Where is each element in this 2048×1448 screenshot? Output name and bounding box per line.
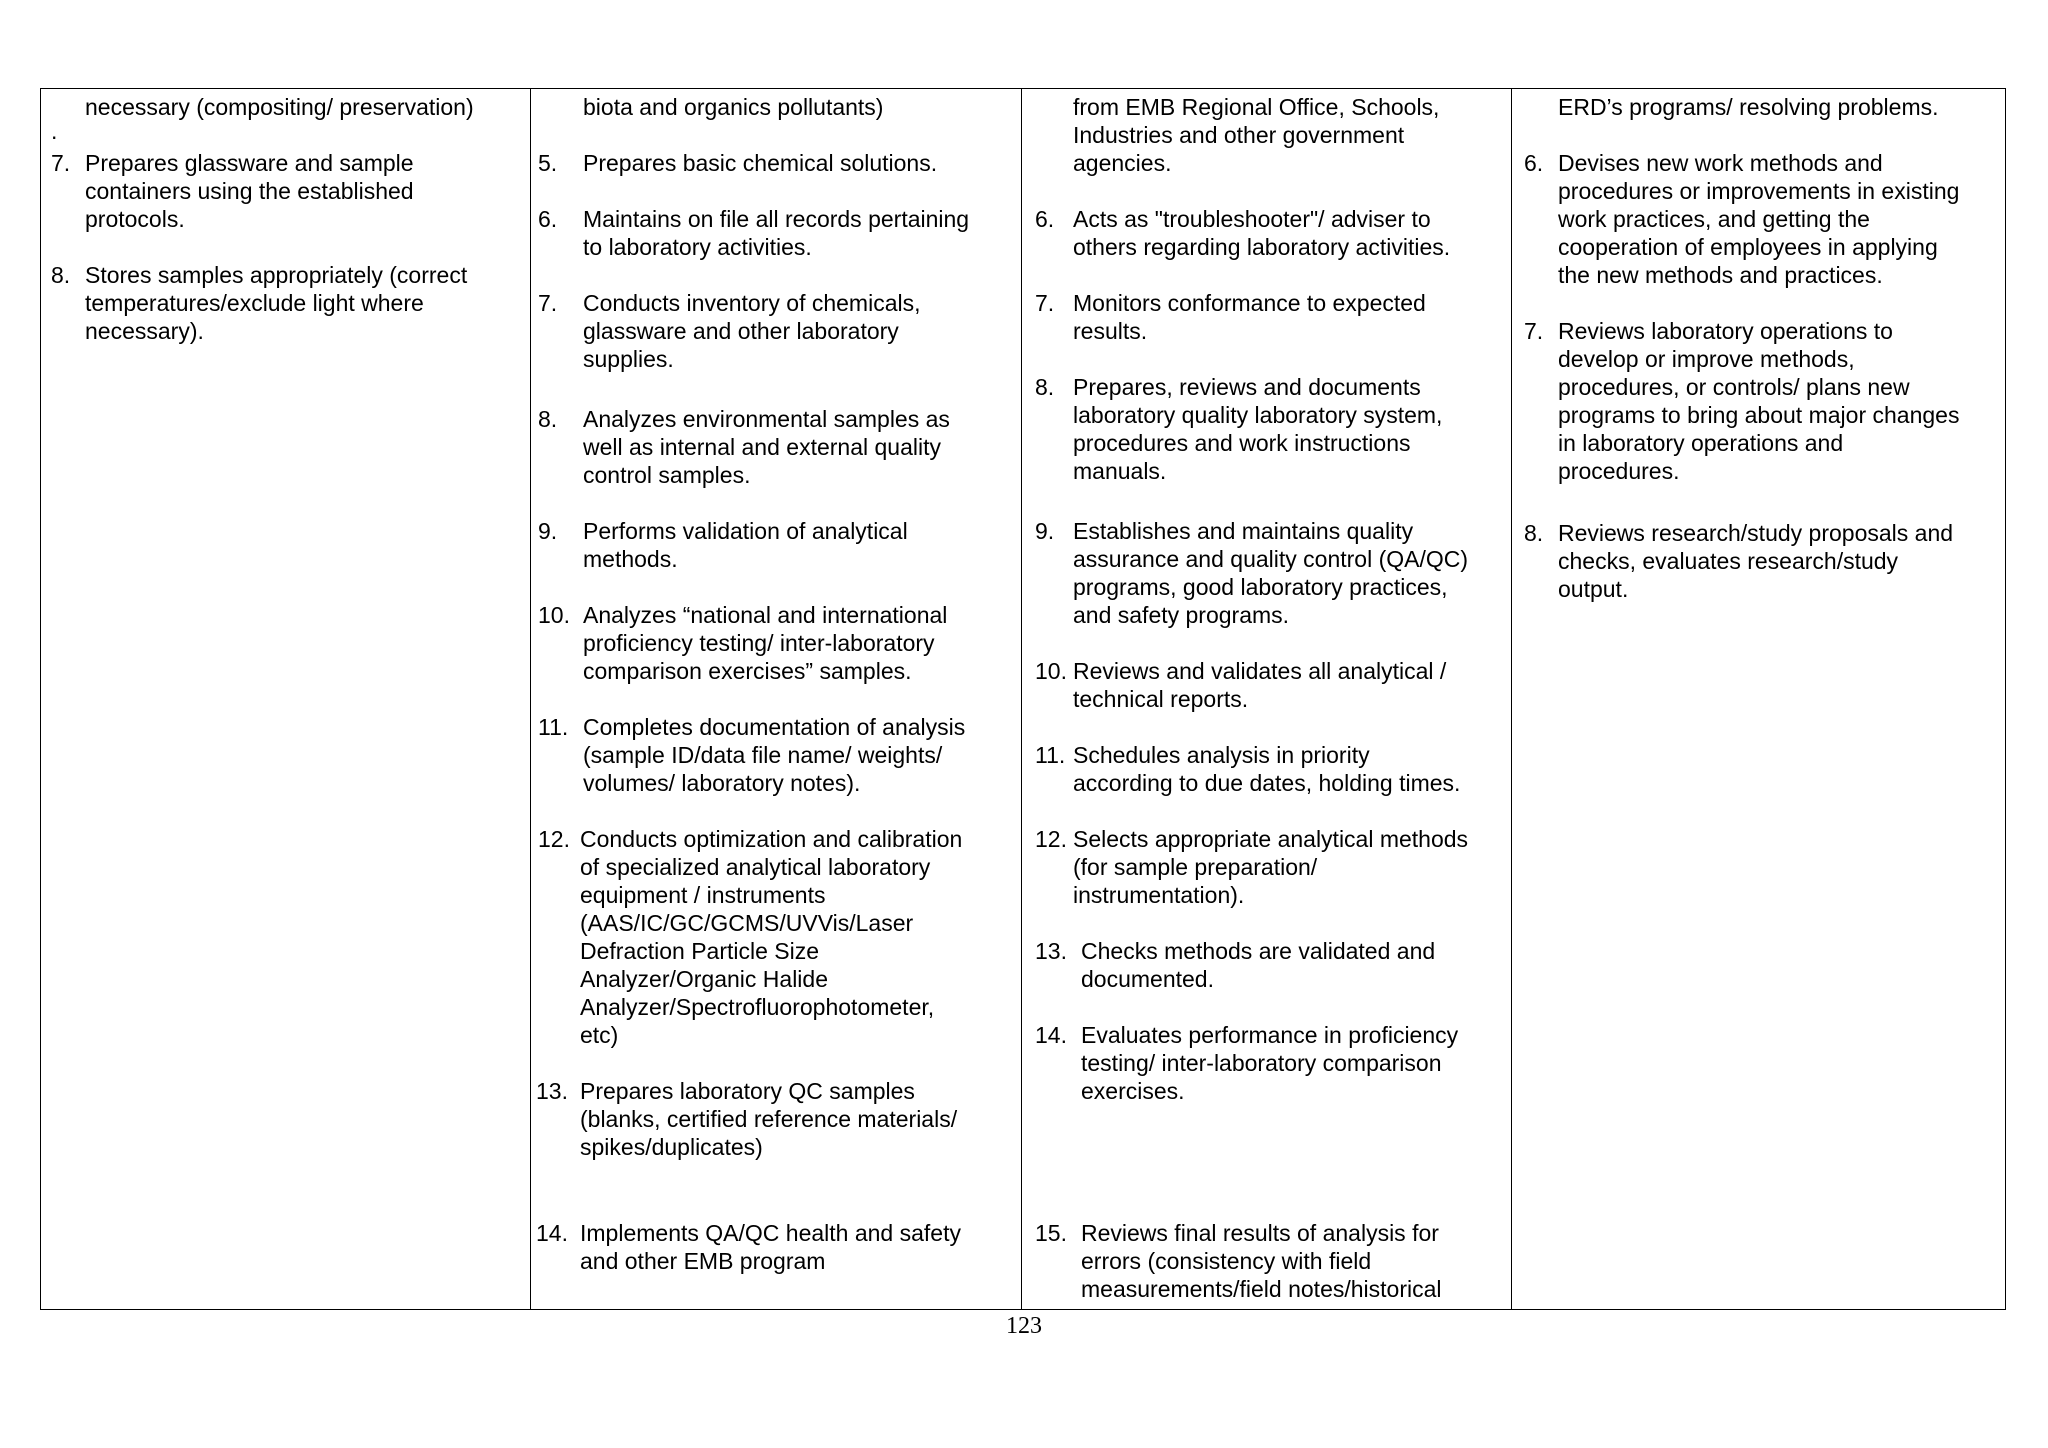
list-item	[1035, 517, 1507, 629]
list-item-text: Performs validation of analytical methods.	[583, 518, 908, 572]
column-1-dot: .	[51, 118, 58, 144]
list-item-number: 6.	[538, 206, 558, 232]
list-item-text: Maintains on file all records pertaining to laboratory activities.	[583, 206, 970, 260]
list-item-text: Reviews research/study proposals and checks, evaluates research/study output.	[1558, 520, 1954, 602]
table-column-3	[1022, 89, 1512, 1309]
list-item	[51, 149, 521, 233]
list-item	[536, 1219, 1018, 1275]
table-column-4	[1512, 89, 2005, 1309]
list-item-text: Completes documentation of analysis (sample ID/data file name/ weights/ volumes/ laboratory notes).	[583, 714, 966, 796]
list-item-text: Reviews and validates all analytical / technical reports.	[1073, 658, 1447, 712]
list-item-number: 15.	[1035, 1220, 1067, 1246]
list-item-number: 11.	[538, 714, 569, 740]
list-item-number: 12.	[1035, 826, 1067, 852]
list-item-number: 6.	[1035, 206, 1055, 232]
list-item-number: 8.	[1035, 374, 1055, 400]
column-2-lead-text: biota and organics pollutants)	[583, 94, 884, 120]
list-item	[1035, 657, 1507, 713]
list-item-text: Implements QA/QC health and safety and other EMB program	[580, 1220, 961, 1274]
table-column-2	[531, 89, 1022, 1309]
list-item-number: 8.	[1524, 520, 1544, 546]
list-item-number: 13.	[536, 1078, 568, 1104]
list-item-number: 14.	[536, 1220, 568, 1246]
list-item-text: Checks methods are validated and documented.	[1081, 938, 1436, 992]
list-item	[1524, 519, 2002, 603]
duties-table	[40, 88, 2006, 1310]
list-item	[538, 713, 1018, 797]
list-item	[1035, 937, 1507, 993]
list-item-text: Conducts inventory of chemicals, glassware and other laboratory supplies.	[583, 290, 921, 372]
list-item-text: Prepares glassware and sample containers using the established protocols.	[85, 150, 414, 232]
table-column-1	[41, 89, 531, 1309]
column-4-lead-text: ERD’s programs/ resolving problems.	[1558, 94, 1939, 120]
list-item-text: Reviews laboratory operations to develop or improve methods, procedures, or controls/ plans new programs to bring about major changes in laboratory operations and procedures.	[1558, 318, 1960, 484]
list-item-text: Prepares laboratory QC samples (blanks, certified reference materials/ spikes/duplicates)	[580, 1078, 958, 1160]
list-item-text: Prepares basic chemical solutions.	[583, 150, 938, 176]
list-item	[1035, 1021, 1507, 1105]
list-item-text: Establishes and maintains quality assurance and quality control (QA/QC) programs, good laboratory practices, and safety programs.	[1073, 518, 1469, 628]
list-item	[1035, 741, 1507, 797]
list-item-number: 9.	[1035, 518, 1055, 544]
list-item-number: 8.	[538, 406, 558, 432]
list-item-number: 10.	[538, 602, 570, 628]
list-item-text: Analyzes “national and international proficiency testing/ inter-laboratory comparison exercises” samples.	[583, 602, 948, 684]
list-item	[538, 289, 1018, 373]
list-item	[538, 405, 1018, 489]
list-item	[1035, 373, 1507, 485]
list-item	[1035, 1219, 1507, 1303]
list-item	[1035, 289, 1507, 345]
list-item-text: Evaluates performance in proficiency testing/ inter-laboratory comparison exercises.	[1081, 1022, 1459, 1104]
list-item	[1035, 825, 1507, 909]
list-item	[538, 205, 1018, 261]
column-3-lead-text: from EMB Regional Office, Schools, Industries and other government agencies.	[1073, 94, 1440, 176]
list-item-number: 8.	[51, 262, 71, 288]
list-item-number: 13.	[1035, 938, 1067, 964]
list-item	[1035, 205, 1507, 261]
list-item-number: 9.	[538, 518, 558, 544]
list-item-number: 7.	[1524, 318, 1544, 344]
list-item-text: Conducts optimization and calibration of specialized analytical laboratory equipment / instruments (AAS/IC/GC/GCMS/UVVis/Laser Defraction Particle Size Analyzer/Organic Halide Analyzer/Spectrofluorophotometer, etc)	[580, 826, 963, 1048]
list-item-text: Monitors conformance to expected results.	[1073, 290, 1426, 344]
list-item-number: 11.	[1035, 742, 1066, 768]
page-number: 123	[1006, 1313, 1042, 1339]
list-item	[538, 825, 1018, 1049]
list-item-text: Acts as "troubleshooter"/ adviser to others regarding laboratory activities.	[1073, 206, 1451, 260]
list-item-number: 7.	[1035, 290, 1055, 316]
list-item	[538, 149, 1018, 177]
list-item-text: Schedules analysis in priority according to due dates, holding times.	[1073, 742, 1461, 796]
list-item-text: Devises new work methods and procedures or improvements in existing work practices, and getting the cooperation of employees in applying the new methods and practices.	[1558, 150, 1960, 288]
column-1-lead-text: necessary (compositing/ preservation)	[85, 94, 474, 120]
list-item	[51, 261, 521, 345]
list-item-number: 12.	[538, 826, 570, 852]
list-item-text: Analyzes environmental samples as well as internal and external quality control samples.	[583, 406, 950, 488]
list-item-number: 10.	[1035, 658, 1067, 684]
list-item-number: 6.	[1524, 150, 1544, 176]
list-item	[1524, 149, 2002, 289]
list-item-text: Prepares, reviews and documents laboratory quality laboratory system, procedures and work instructions manuals.	[1073, 374, 1443, 484]
list-item	[538, 601, 1018, 685]
list-item-text: Selects appropriate analytical methods (for sample preparation/ instrumentation).	[1073, 826, 1469, 908]
list-item-text: Reviews final results of analysis for errors (consistency with field measurements/field notes/historical	[1081, 1220, 1442, 1302]
list-item-number: 7.	[538, 290, 558, 316]
list-item-number: 7.	[51, 150, 71, 176]
list-item	[538, 517, 1018, 573]
list-item-number: 5.	[538, 150, 558, 176]
list-item	[1524, 317, 2002, 485]
list-item-text: Stores samples appropriately (correct temperatures/exclude light where necessary).	[85, 262, 468, 344]
list-item	[536, 1077, 1018, 1161]
list-item-number: 14.	[1035, 1022, 1067, 1048]
